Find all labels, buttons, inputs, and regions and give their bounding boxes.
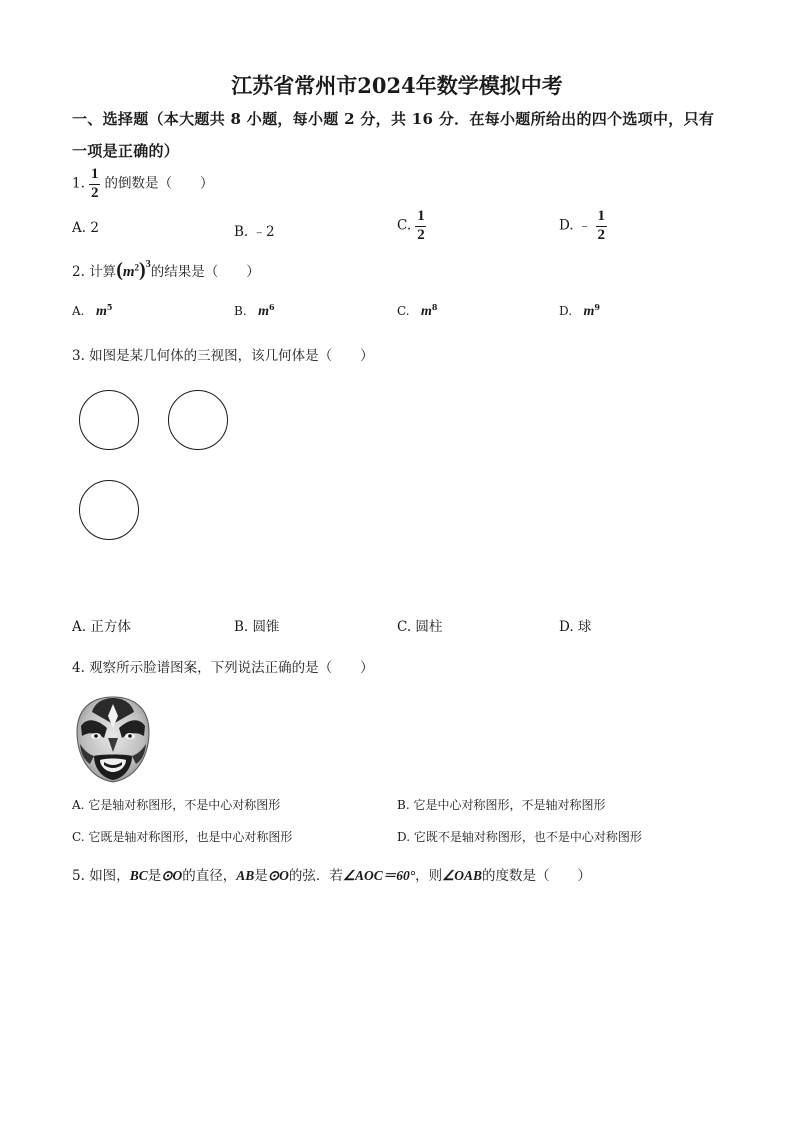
question-5 — [72, 864, 591, 884]
angle-oab-expression: ∠OAB — [442, 868, 482, 883]
q2-option-a — [72, 302, 112, 320]
question-close: ） — [246, 264, 260, 280]
power-expression: $(m^2)^3$ — [116, 258, 151, 281]
segment-ab: AB — [236, 868, 255, 883]
fraction-denominator: 2 — [597, 227, 605, 243]
side-view-circle — [168, 390, 228, 450]
inner-exponent: 2 — [134, 262, 140, 273]
question-text: 的度数是（ — [481, 868, 550, 884]
exponent: 9 — [594, 302, 600, 312]
question-close: ） — [199, 175, 214, 192]
question-text: 是 — [254, 868, 268, 884]
q1-option-d — [559, 209, 607, 243]
math-variable: m — [421, 304, 432, 319]
question-text: 3. 如图是某几何体的三视图，该几何体是（ — [72, 348, 333, 364]
question-text: 计算 — [89, 264, 117, 280]
top-view-circle — [79, 480, 139, 540]
question-number: 5. — [72, 868, 85, 884]
q4-option-a: A. 它是轴对称图形，不是中心对称图形 — [72, 798, 281, 812]
segment-bc: BC — [129, 868, 148, 883]
q3-option-c: C. 圆柱 — [397, 619, 443, 635]
exponent: 5 — [106, 302, 113, 312]
question-3 — [72, 344, 374, 364]
q3-option-d: D. 球 — [559, 619, 592, 635]
fraction-denominator: 2 — [417, 227, 425, 243]
option-label: D. ﹣ — [559, 217, 592, 234]
math-variable: m — [258, 304, 269, 319]
fraction-numerator: 1 — [90, 166, 99, 182]
option-label: D. — [559, 304, 573, 318]
question-close: ） — [577, 868, 591, 884]
q1-option-b: B. ﹣2 — [234, 224, 275, 240]
fraction-numerator: 1 — [417, 208, 425, 224]
q4-option-b: B. 它是中心对称图形，不是轴对称图形 — [397, 798, 606, 812]
page-title: 江苏省常州市2024年数学模拟中考 — [231, 73, 563, 98]
q4-option-d: D. 它既不是轴对称图形，也不是中心对称图形 — [397, 830, 642, 844]
option-label: C. — [397, 304, 410, 318]
question-text: 的弦．若 — [288, 868, 343, 884]
fraction-one-half — [415, 209, 426, 243]
question-text: 是 — [147, 868, 162, 884]
fraction-numerator: 1 — [597, 208, 605, 224]
q2-option-d — [559, 302, 600, 320]
fraction-one-half — [89, 167, 100, 201]
section-heading-line1: 一、选择题（本大题共 8 小题，每小题 2 分，共 16 分．在每小题所给出的四个选项中，只有 — [72, 110, 715, 128]
q1-option-a: A. 2 — [72, 220, 99, 236]
option-label: A. — [72, 304, 85, 318]
question-4 — [72, 656, 374, 676]
q3-option-a: A. 正方体 — [72, 619, 131, 635]
question-number: 2. — [72, 264, 85, 280]
exponent: 8 — [431, 302, 438, 312]
q2-option-b — [234, 302, 275, 320]
question-text: 4. 观察所示脸谱图案，下列说法正确的是（ — [72, 660, 333, 676]
circle-o-symbol: ⊙O — [267, 868, 289, 883]
exponent: 6 — [268, 302, 275, 312]
question-text: ，则 — [415, 868, 443, 884]
math-variable: m — [122, 264, 135, 280]
option-label: C. — [397, 217, 412, 234]
q1-option-c — [397, 209, 426, 243]
math-variable: m — [95, 304, 107, 319]
question-text: 的倒数是（ — [104, 175, 172, 192]
opera-face-mask-image — [72, 694, 154, 784]
fraction-one-half — [596, 209, 607, 243]
question-number: 1. — [72, 175, 85, 192]
front-view-circle — [79, 390, 139, 450]
q4-option-c: C. 它既是轴对称图形，也是中心对称图形 — [72, 830, 293, 844]
angle-aoc-expression: ∠AOC＝60° — [342, 868, 416, 883]
outer-exponent: 3 — [145, 258, 151, 270]
fraction-denominator: 2 — [90, 185, 99, 201]
question-2 — [72, 259, 260, 282]
question-text: 如图， — [89, 868, 130, 884]
question-close: ） — [360, 660, 374, 676]
question-close: ） — [360, 348, 374, 364]
q2-option-c — [397, 302, 438, 320]
question-text: 的直径， — [182, 868, 237, 884]
circle-o-symbol: ⊙O — [161, 868, 183, 883]
option-label: B. — [234, 304, 247, 318]
q3-option-b: B. 圆锥 — [234, 619, 280, 635]
question-1 — [72, 167, 213, 201]
section-heading-line2: 一项是正确的） — [72, 142, 180, 160]
question-text: 的结果是（ — [150, 264, 219, 280]
math-variable: m — [583, 304, 595, 319]
